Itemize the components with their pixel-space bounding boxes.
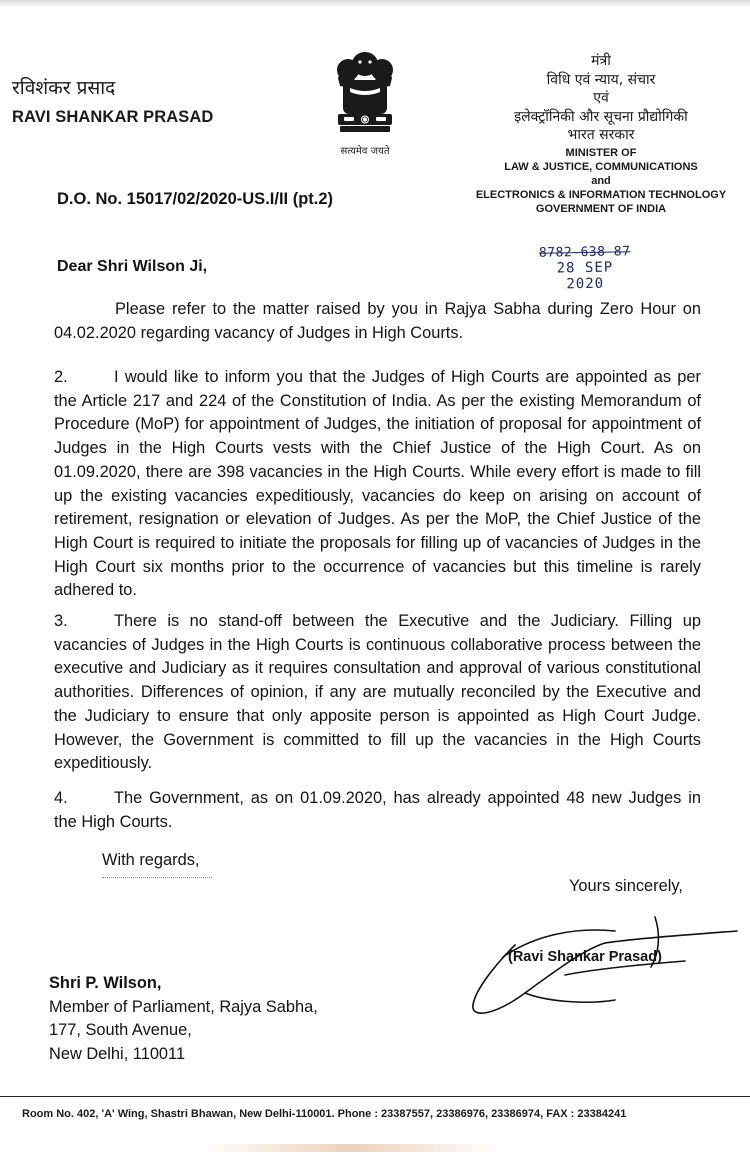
ministry-hindi-line: विधि एवं न्याय, संचार	[546, 71, 656, 88]
ministry-english-line: and	[591, 174, 611, 187]
ministry-hindi-line: मंत्री	[591, 53, 611, 69]
footer-divider	[0, 1096, 750, 1097]
dotted-rule	[102, 877, 212, 878]
paragraph-number: 4.	[54, 789, 68, 807]
addressee-line: New Delhi, 110011	[49, 1044, 186, 1063]
handwritten-signature	[455, 905, 745, 1030]
ministry-english-line: GOVERNMENT OF INDIA	[535, 203, 667, 216]
stamp-reference: 8782-638-87	[538, 244, 631, 261]
paragraph-text: The Government, as on 01.09.2020, has already appointed 48 new Judges in the High Courts.	[54, 789, 701, 831]
sender-name-english: RAVI SHANKAR PRASAD	[12, 108, 214, 126]
ministry-hindi-line: इलेक्ट्रॉनिकी और सूचना प्रौद्योगिकी	[514, 108, 688, 125]
closing-regards: With regards,	[102, 851, 200, 869]
addressee-line: 177, South Avenue,	[49, 1021, 192, 1039]
signatory-name: (Ravi Shankar Prasad)	[508, 949, 662, 965]
stamp-date: 28 SEP 2020	[556, 259, 614, 293]
ministry-english-line: LAW & JUSTICE, COMMUNICATIONS	[504, 160, 698, 173]
ministry-english-line: ELECTRONICS & INFORMATION TECHNOLOGY	[475, 189, 727, 202]
ministry-hindi-line: एवं	[593, 90, 609, 106]
paragraph	[54, 610, 701, 776]
ministry-block	[470, 52, 732, 217]
scan-bottom-stain	[200, 1144, 500, 1152]
footer-address: Room No. 402, 'A' Wing, Shastri Bhawan, New Delhi-110001. Phone : 23387557, 23386976, 23386974, FAX : 23384241	[22, 1108, 627, 1120]
intro-paragraph: Please refer to the matter raised by you in Rajya Sabha during Zero Hour on 04.02.2020 regarding vacancy of Judges in High Courts.	[54, 300, 701, 342]
addressee-name: Shri P. Wilson,	[49, 974, 162, 992]
paragraph-text: There is no stand-off between the Executive and the Judiciary. Filling up vacancies of Judges in the High Courts is continuous collaborative process between the executive and Judiciary as it requires consultation and approval of various constitutional authorities. Differences of opinion, if any are mutually reconciled by the Executive and the Judiciary to ensure that only apposite person is appointed as High Court Judge. However, the Government is committed to fill up the vacancies in the High Courts expeditiously.	[54, 612, 701, 773]
received-stamp	[535, 245, 636, 293]
addressee-line: Member of Parliament, Rajya Sabha,	[49, 997, 318, 1016]
paragraph-text: I would like to inform you that the Judges of High Courts are appointed as per the Article 217 and 224 of the Constitution of India. As per the existing Memorandum of Procedure (MoP) for appointment of Judges, the initiation of proposal for appointment of Judges in the High Courts vests with the Chief Justice of the High Court. As on 01.09.2020, there are 398 vacancies in the High Courts. While every effort is made to fill up the existing vacancies expeditiously, vacancies do keep on arising on account of retirement, resignation or elevation of Judges. As per the MoP, the Chief Justice of the High Court is required to initiate the proposals for filling up of vacancies of Judges in the High Court six months prior to the occurrence of vacancies but this timeline is rarely adhered to.	[54, 368, 701, 600]
sender-name-hindi: रविशंकर प्रसाद	[12, 77, 116, 99]
ministry-hindi-line: भारत सरकार	[567, 127, 635, 143]
paragraph	[54, 366, 701, 603]
paragraph	[54, 787, 701, 834]
paragraph-number: 2.	[54, 368, 68, 386]
scan-top-shadow	[0, 0, 750, 8]
do-number: D.O. No. 15017/02/2020-US.I/II (pt.2)	[57, 190, 334, 208]
paragraph-number: 3.	[54, 612, 68, 630]
ministry-english-line: MINISTER OF	[565, 146, 637, 159]
valediction: Yours sincerely,	[569, 877, 683, 895]
salutation: Dear Shri Wilson Ji,	[57, 258, 208, 275]
emblem-motto: सत्यमेव जयते	[340, 146, 390, 157]
national-emblem-icon	[330, 48, 400, 144]
addressee-block	[49, 972, 318, 1066]
